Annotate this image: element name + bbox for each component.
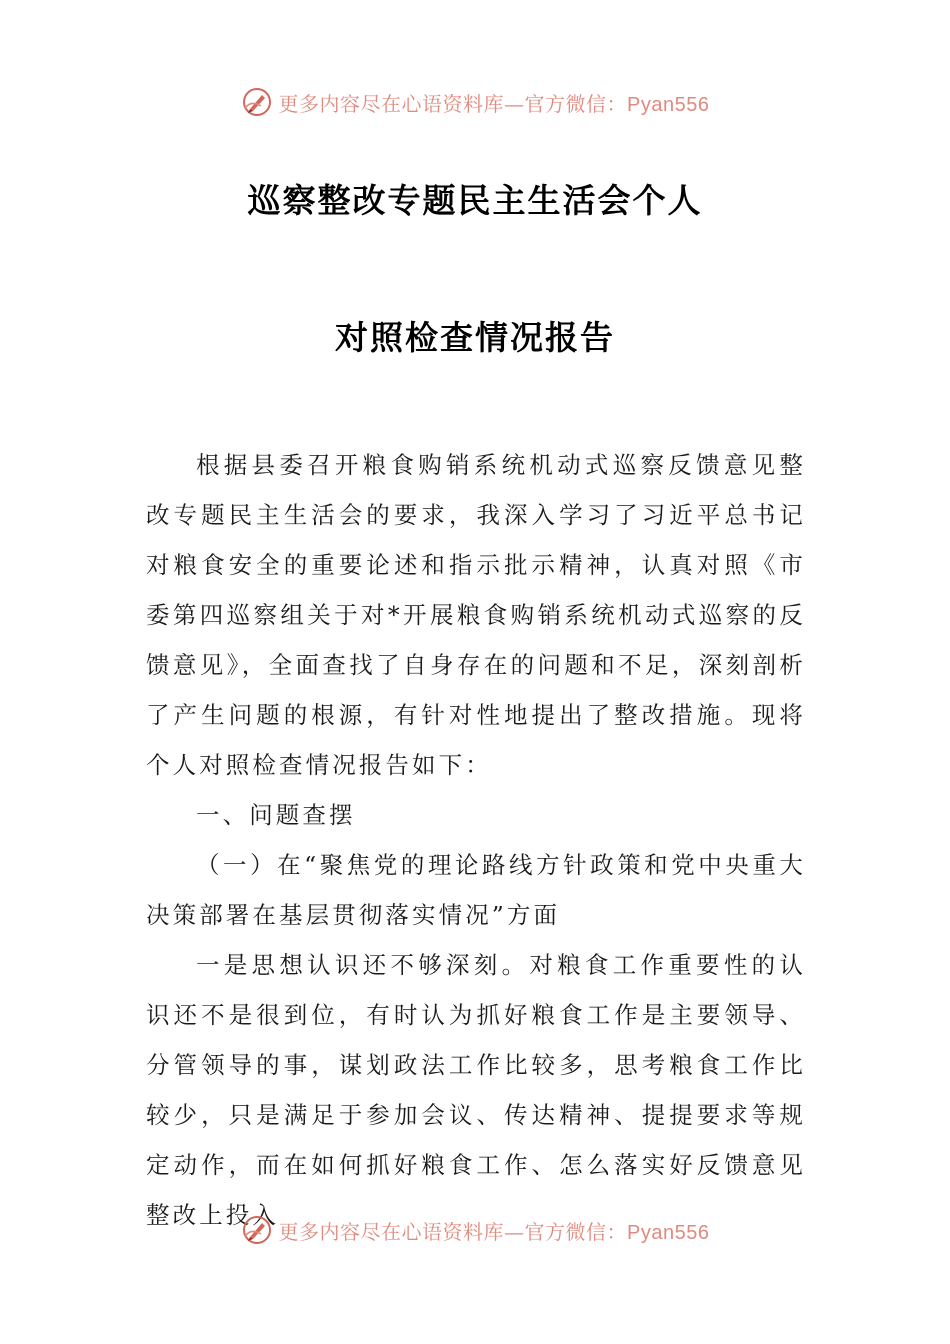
intro-paragraph: 根据县委召开粮食购销系统机动式巡察反馈意见整改专题民主生活会的要求，我深入学习了习近平总书记对粮食安全的重要论述和指示批示精神，认真对照《市委第四巡察组关于对*开展粮食购销系统机动式巡察的反馈意见》，全面查找了自身存在的问题和不足，深刻剖析了产生问题的根源，有针对性地提出了整改措施。现将个人对照检查情况报告如下： <box>146 451 806 779</box>
watermark-text: 更多内容尽在心语资料库—官方微信：Pyan556 <box>278 1219 710 1244</box>
subsection-heading: （一）在“聚焦党的理论路线方针政策和党中央重大决策部署在基层贯彻落实情况”方面 <box>146 851 806 929</box>
watermark-header <box>0 82 950 122</box>
watermark-text: 更多内容尽在心语资料库—官方微信：Pyan556 <box>278 91 710 116</box>
pen-logo-icon <box>241 86 273 118</box>
document-body <box>146 440 806 1240</box>
document-title-line-1: 巡察整改专题民主生活会个人 <box>247 181 703 220</box>
watermark-footer <box>0 1210 950 1250</box>
section-heading: 一、问题查摆 <box>196 801 356 829</box>
pen-logo-icon <box>241 1214 273 1246</box>
document-title-line-2: 对照检查情况报告 <box>335 318 615 357</box>
body-paragraph: 一是思想认识还不够深刻。对粮食工作重要性的认识还不是很到位，有时认为抓好粮食工作是主要领导、分管领导的事，谋划政法工作比较多，思考粮食工作比较少，只是满足于参加会议、传达精神、提提要求等规定动作，而在如何抓好粮食工作、怎么落实好反馈意见整改上投入 <box>146 951 806 1229</box>
